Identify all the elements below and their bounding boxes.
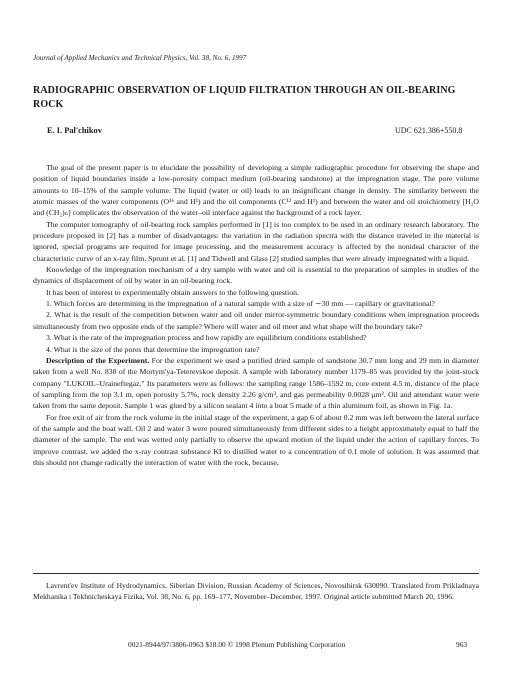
article-title: RADIOGRAPHIC OBSERVATION OF LIQUID FILTRATION THROUGH AN OIL-BEARING ROCK	[33, 85, 456, 110]
question-3: 3. What is the rate of the impregnation process and how rapidly are equilibrium conditions established?	[46, 333, 367, 343]
journal-header: Journal of Applied Mechanics and Technical Physics, Vol. 38, No. 6, 1997	[33, 54, 247, 62]
question-1: 1. Which forces are determining in the impregnation of a natural sample with a size of ∼30 mm — capillary or gravitational?	[46, 299, 435, 309]
paragraph-goal: The goal of the present paper is to elucidate the possibility of developing a simple radiographic procedure for observing the shape and position of liquid boundaries inside a low-porosity compact medium (oil-bearing sandstone) at the impregnation stage. The pore volume amounts to 10–15% of the sample volume. The liquid (water or oil) leads to an insignificant change in density. The similarity between the atomic masses of the water components (O¹⁶ and H¹) and the oil components (C¹² and H¹) and between the water and oil stoichiometry [H₂O and (CH₂)ₙ] complicates the observation of the water–oil interface against the background of a rock layer.	[33, 163, 479, 218]
copyright-line: 0021-8944/97/3806-0963 $18.00 © 1998 Plenum Publishing Corporation	[128, 640, 346, 649]
page-number: 963	[456, 640, 468, 649]
paragraph-tomography: The computer tomography of oil-bearing rock samples performed in [1] is too complex to be used in an ordinary research laboratory. The procedure proposed in [2] has a number of disadvantages: the variation in the radiation spectra with the distance traveled in the material is ignored, special programs are required for image processing, and the measurement accuracy is affected by the nonideal character of the characteristic curve of an x-ray film. Sprunt et al. [1] and Tidwell and Glass [2] studied samples that were already impregnated with a liquid.	[33, 219, 479, 263]
experiment-heading: Description of the Experiment.	[46, 355, 150, 365]
paragraph-free-exit: For free exit of air from the rock volume in the initial stage of the experiment, a gap 6 of about 0.2 mm was left between the lateral surface of the sample and the boat wall. Oil 2 and water 3 were poured simultaneously from different sides to a height approximately equal to half the diameter of the sample. The end was wetted only partially to observe the upward motion of the liquid under the action of capillary forces. To improve contrast, we added the x-ray contrast substance KI to distilled water to a concentration of 0.1 mole of solution. It was assumed that this should not change radically the interaction of water with the rock, because,	[33, 412, 479, 467]
author-name: E. I. Pal'chikov	[47, 126, 102, 135]
footnote-divider	[33, 573, 479, 574]
question-4: 4. What is the size of the pores that determine the impregnation rate?	[46, 344, 260, 354]
paragraph-interest: It has been of interest to experimentally obtain answers to the following question.	[46, 287, 299, 297]
affiliation-text: Lavrent'ev Institute of Hydrodynamics, Siberian Division, Russian Academy of Sciences, Novosibirsk 630090. Translated from Prikladnaya Mekhanika i Tekhnicheskaya Fizika, Vol. 38, No. 6, pp. 169–177, November–December, 1997. Original article submitted March 20, 1996.	[33, 581, 479, 602]
paragraph-experiment	[33, 355, 479, 412]
footnote	[33, 580, 479, 602]
article-body	[33, 162, 479, 468]
question-2: 2. What is the result of the competition between water and oil under mirror-symmetric boundary conditions when impregnation proceeds simultaneously from two opposite ends of the sample? Where will water and oil meet and what shape will the boundary take?	[33, 310, 479, 331]
experiment-text: For the experiment we used a purified dried sample of sandstone 30.7 mm long and 29 mm in diameter taken from a well No. 838 of the Mortym'ya-Teterevskoe deposit. A sample with laboratory number 1179–85 was provided by the joint-stock company "LUKOIL–Uraineftegaz." Its parameters were as follows: the sampling range 1586–1592 m, core extent 4.5 m, distance of the place of sampling from the top 3.1 m, open porosity 5.7%, rock density 2.26 g/cm³, and gas permeability 0.0028 μm². Oil and attendant water were taken from the same deposit. Sample 1 was glued by a silicon sealant 4 into a boat 5 made of a thin aluminum foil, as shown in Fig. 1a.	[33, 355, 479, 411]
paragraph-knowledge: Knowledge of the impregnation mechanism of a dry sample with water and oil is essential to the preparation of samples in studies of the dynamics of displacement of oil by water in an oil-bearing rock.	[33, 265, 479, 286]
udc-code: UDC 621.386+550.8	[395, 126, 463, 135]
